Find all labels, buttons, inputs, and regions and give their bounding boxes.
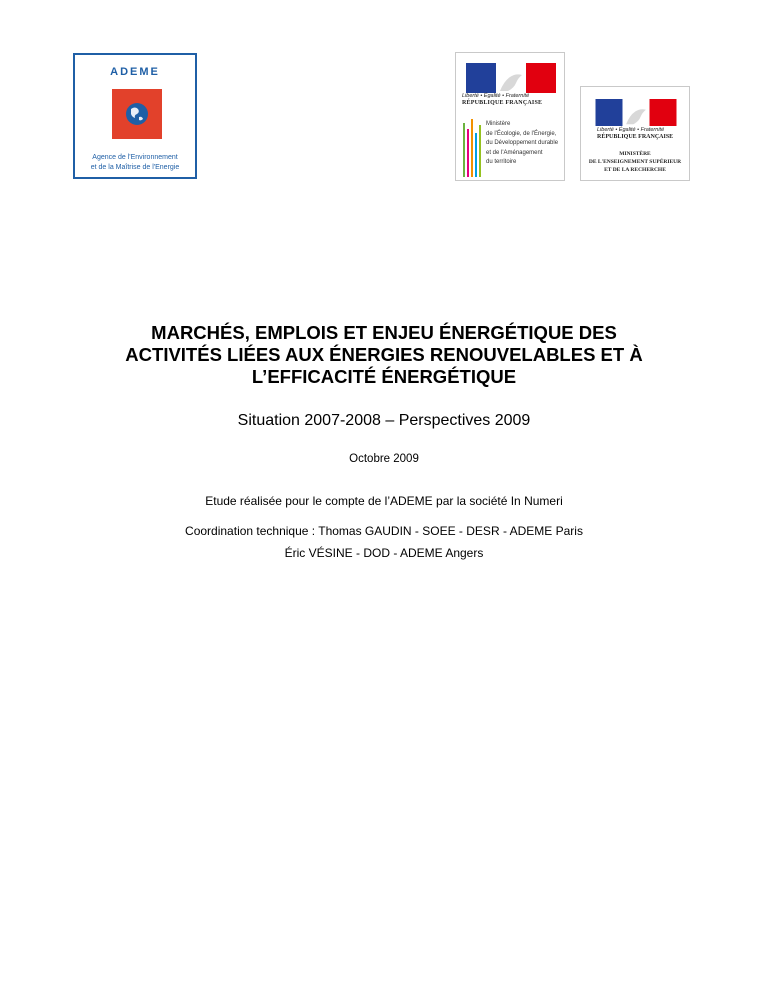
document-subtitle: Situation 2007-2008 – Perspectives 2009 xyxy=(237,412,531,429)
marianne-flag-icon xyxy=(466,63,556,93)
title-line: L’EFFICACITÉ ÉNERGÉTIQUE xyxy=(251,366,517,387)
republic-name: RÉPUBLIQUE FRANÇAISE xyxy=(597,134,674,140)
ademe-logo xyxy=(73,53,197,179)
ademe-wordmark: ADEME xyxy=(110,66,160,78)
ministry-line: DE L'ENSEIGNEMENT SUPÉRIEUR xyxy=(588,159,682,165)
ademe-tagline-line: Agence de l'Environnement xyxy=(92,154,178,161)
ministry-line: du territoire xyxy=(486,159,517,165)
republic-motto: Liberté • Égalité • Fraternité xyxy=(462,93,530,99)
ademe-tagline xyxy=(79,153,191,173)
study-credit: Etude réalisée pour le compte de l’ADEME par la société In Numeri xyxy=(205,494,563,508)
title-line: MARCHÉS, EMPLOIS ET ENJEU ÉNERGÉTIQUE DES xyxy=(151,322,617,343)
ministry-line: et de l'Aménagement xyxy=(486,149,543,156)
marianne-flag-icon xyxy=(595,99,677,126)
ministry-line: Ministère xyxy=(486,121,511,127)
republic-motto: Liberté • Égalité • Fraternité xyxy=(597,127,665,133)
document-date: Octobre 2009 xyxy=(349,453,419,465)
ademe-tagline-line: et de la Maîtrise de l'Energie xyxy=(90,164,180,171)
ministry-line: de l'Écologie, de l'Énergie, xyxy=(486,130,557,137)
color-bars-icon xyxy=(462,119,488,179)
republic-name: RÉPUBLIQUE FRANÇAISE xyxy=(462,100,543,106)
document-title xyxy=(60,322,708,388)
technical-coordination: Coordination technique : Thomas GAUDIN - SOEE - DESR - ADEME Paris xyxy=(185,524,583,538)
ministry-line: MINISTÈRE xyxy=(619,151,651,157)
ministere-enseignement-logo xyxy=(580,86,690,181)
ministry-name xyxy=(486,120,558,168)
technical-coordination-2: Éric VÉSINE - DOD - ADEME Angers xyxy=(284,546,484,560)
ministry-line: du Développement durable xyxy=(486,140,559,146)
ademe-globe-icon xyxy=(112,89,162,139)
ministry-name xyxy=(581,150,689,174)
ministere-ecologie-logo xyxy=(455,52,565,181)
ministry-line: ET DE LA RECHERCHE xyxy=(604,167,666,173)
title-line: ACTIVITÉS LIÉES AUX ÉNERGIES RENOUVELABLES ET À xyxy=(125,344,643,365)
